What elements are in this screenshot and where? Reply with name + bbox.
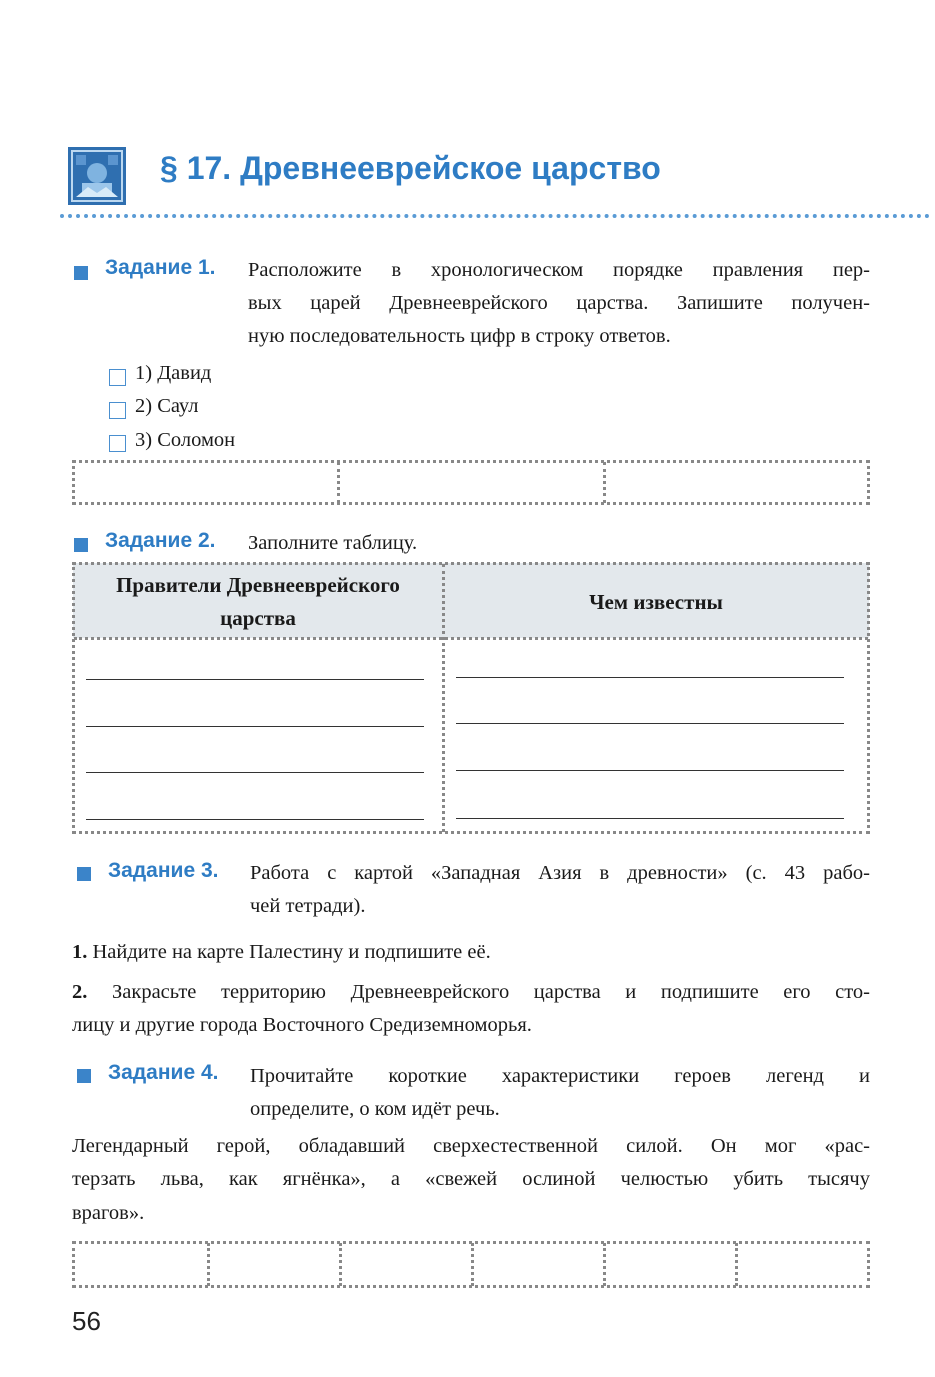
decorative-emblem-icon [68, 147, 126, 205]
task-marker-icon [77, 1069, 91, 1083]
legend-text-line-2: терзать льва, как ягнёнка», а «свежей ослиной челюстью убить тысячу [72, 1168, 870, 1190]
task-4-line-1: Прочитайте короткие характеристики героев легенд и [250, 1065, 870, 1087]
option-1-label: 1) Давид [135, 362, 212, 384]
answer-divider [339, 1243, 342, 1286]
task-marker-icon [74, 266, 88, 280]
task-1-answer-cell-1[interactable] [76, 464, 336, 502]
page-title: § 17. Древнееврейское царство [160, 150, 661, 186]
task-1-line-3: ную последовательность цифр в строку ответов. [248, 325, 671, 347]
table-write-line[interactable] [456, 723, 844, 724]
answer-divider [207, 1243, 210, 1286]
option-3-checkbox[interactable] [109, 435, 126, 452]
task-3-item-2-line-2: лицу и другие города Восточного Средиземноморья. [72, 1014, 532, 1036]
task-1-line-1: Расположите в хронологическом порядке правления пер- [248, 259, 870, 281]
item-number: 1. [72, 941, 88, 963]
table-write-line[interactable] [86, 679, 424, 680]
item-text: Найдите на карте Палестину и подпишите её. [92, 941, 491, 963]
answer-divider [603, 1243, 606, 1286]
table-write-line[interactable] [86, 726, 424, 727]
letter-cell-6[interactable] [739, 1245, 866, 1285]
legend-text-line-3: врагов». [72, 1202, 145, 1224]
task-4-line-2: определите, о ком идёт речь. [250, 1098, 500, 1120]
item-text: Закрасьте территорию Древнееврейского царства и подпишите его сто- [111, 981, 870, 1003]
table-header-divider [74, 637, 868, 640]
task-3-item-1 [72, 936, 870, 969]
task-marker-icon [77, 867, 91, 881]
task-3-line-2: чей тетради). [250, 895, 366, 917]
table-write-line[interactable] [86, 819, 424, 820]
task-1-answer-cell-2[interactable] [342, 464, 602, 502]
answer-divider [337, 462, 340, 503]
task-3-label: Задание 3. [108, 859, 219, 882]
task-2-label: Задание 2. [105, 529, 216, 552]
task-4-label: Задание 4. [108, 1061, 219, 1084]
item-number: 2. [72, 981, 88, 1003]
task-3-item-2-line-1 [72, 976, 870, 1009]
header-divider [60, 214, 930, 218]
option-2-checkbox[interactable] [109, 402, 126, 419]
table-write-line[interactable] [456, 770, 844, 771]
table-write-line[interactable] [86, 772, 424, 773]
task-1-label: Задание 1. [105, 256, 216, 279]
option-2-label: 2) Саул [135, 395, 199, 417]
task-1-line-2: вых царей Древнееврейского царства. Запишите получен- [248, 292, 870, 314]
answer-divider [471, 1243, 474, 1286]
answer-divider [603, 462, 606, 503]
letter-cell-4[interactable] [475, 1245, 601, 1285]
table-write-line[interactable] [456, 818, 844, 819]
table-write-line[interactable] [456, 677, 844, 678]
table-column-divider [442, 564, 445, 832]
task-2-text: Заполните таблицу. [248, 532, 418, 554]
task-3-line-1: Работа с картой «Западная Азия в древности» (с. 43 рабо- [250, 862, 870, 884]
letter-cell-3[interactable] [343, 1245, 469, 1285]
table-header-rulers: Правители Древнееврейского царства [116, 573, 400, 630]
option-1-checkbox[interactable] [109, 369, 126, 386]
letter-cell-5[interactable] [607, 1245, 733, 1285]
option-3-label: 3) Соломон [135, 429, 236, 451]
table-header-known-for: Чем известны [589, 590, 723, 614]
task-marker-icon [74, 538, 88, 552]
page-number: 56 [72, 1306, 101, 1336]
legend-text-line-1: Легендарный герой, обладавший сверхестественной силой. Он мог «рас- [72, 1135, 870, 1157]
answer-divider [735, 1243, 738, 1286]
letter-cell-1[interactable] [76, 1245, 204, 1285]
task-1-answer-cell-3[interactable] [608, 464, 866, 502]
letter-cell-2[interactable] [211, 1245, 337, 1285]
